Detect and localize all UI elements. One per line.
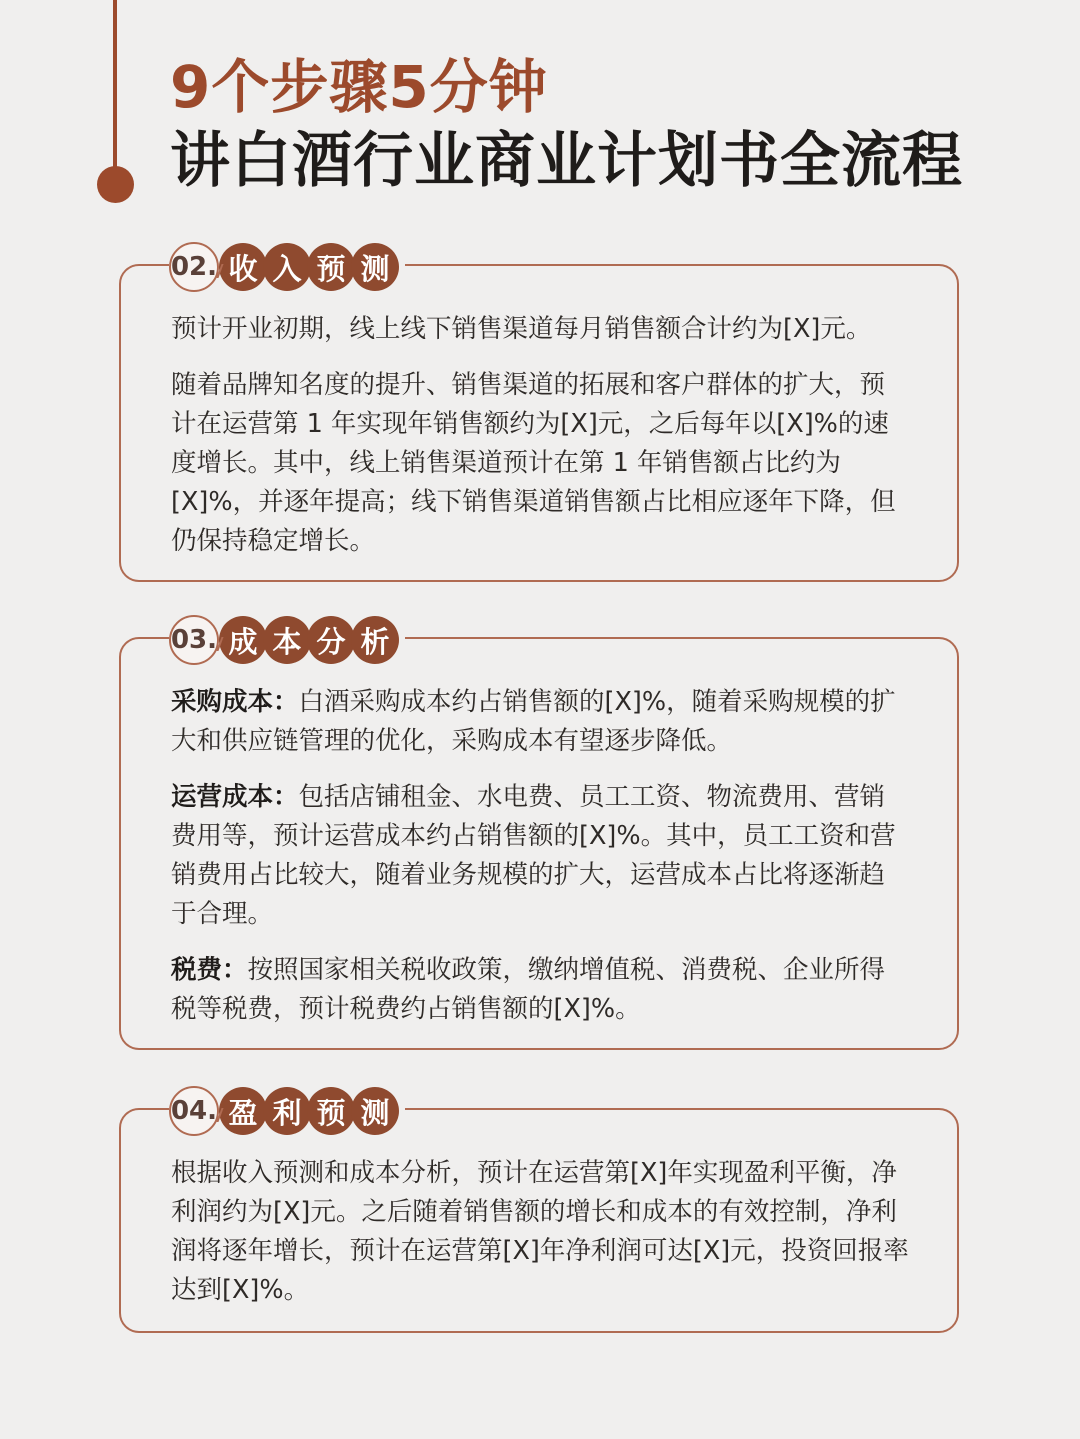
section-cost-analysis [119, 624, 959, 1050]
section-profit-forecast [119, 1095, 959, 1333]
heading-char: 测 [351, 1087, 399, 1135]
paragraph-text: 白酒采购成本约占销售额的[X]%，随着采购规模的扩大和供应链管理的优化，采购成本有望逐步降低。 [171, 687, 896, 756]
heading-char: 析 [351, 616, 399, 664]
paragraph-text: 包括店铺租金、水电费、员工工资、物流费用、营销费用等，预计运营成本约占销售额的[X]%。其中，员工工资和营销费用占比较大，随着业务规模的扩大，运营成本占比将逐渐趋于合理。 [171, 782, 896, 929]
paragraph [171, 683, 909, 761]
section-revenue-forecast [119, 251, 959, 582]
paragraph-text: 按照国家相关税收政策，缴纳增值税、消费税、企业所得税等税费，预计税费约占销售额的[X]%。 [171, 955, 886, 1024]
section-number: 04. [169, 1086, 219, 1136]
paragraph [171, 951, 909, 1029]
paragraph [171, 310, 909, 349]
heading-char: 预 [307, 1087, 355, 1135]
section-header [169, 615, 405, 665]
accent-line [113, 0, 117, 180]
paragraph [171, 1154, 909, 1310]
section-body [121, 639, 957, 1051]
heading-char: 入 [263, 243, 311, 291]
paragraph-label: 税费： [171, 955, 248, 985]
section-header [169, 242, 405, 292]
section-number: 02. [169, 242, 219, 292]
section-body [121, 1110, 957, 1332]
paragraph [171, 366, 909, 561]
section-heading [223, 243, 399, 291]
heading-char: 收 [219, 243, 267, 291]
section-body [121, 266, 957, 583]
title-line-1: 9个步骤5分钟 [170, 53, 548, 121]
section-header [169, 1086, 405, 1136]
paragraph-label: 采购成本： [171, 687, 299, 717]
paragraph-text: 随着品牌知名度的提升、销售渠道的拓展和客户群体的扩大，预计在运营第 1 年实现年销售额约为[X]元，之后每年以[X]%的速度增长。其中，线上销售渠道预计在第 1 年销售额占比约为[X]%，并逐年提高；线下销售渠道销售额占比相应逐年下降，但仍保持稳定增长。 [171, 370, 896, 556]
section-number: 03. [169, 615, 219, 665]
heading-char: 分 [307, 616, 355, 664]
heading-char: 本 [263, 616, 311, 664]
paragraph-text: 预计开业初期，线上线下销售渠道每月销售额合计约为[X]元。 [171, 314, 872, 344]
paragraph-label: 运营成本： [171, 782, 299, 812]
heading-char: 利 [263, 1087, 311, 1135]
paragraph [171, 778, 909, 934]
section-heading [223, 1087, 399, 1135]
heading-char: 成 [219, 616, 267, 664]
title-line-2: 讲白酒行业商业计划书全流程 [170, 126, 963, 196]
heading-char: 预 [307, 243, 355, 291]
heading-char: 盈 [219, 1087, 267, 1135]
heading-char: 测 [351, 243, 399, 291]
accent-dot [97, 166, 134, 203]
paragraph-text: 根据收入预测和成本分析，预计在运营第[X]年实现盈利平衡，净利润约为[X]元。之后随着销售额的增长和成本的有效控制，净利润将逐年增长，预计在运营第[X]年净利润可达[X]元，投资回报率达到[X]%。 [171, 1158, 909, 1305]
section-heading [223, 616, 399, 664]
